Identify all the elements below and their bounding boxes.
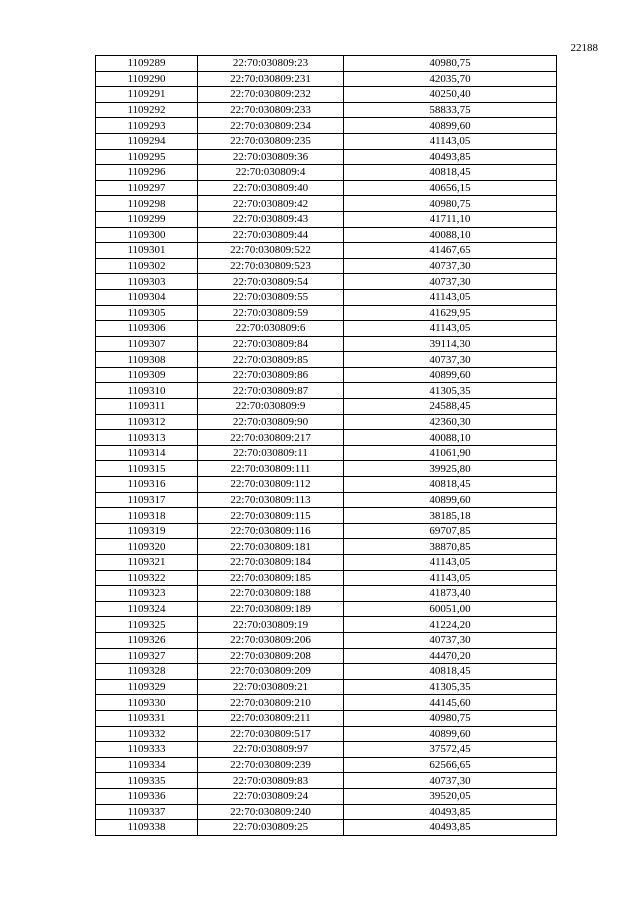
row-id-cell: 1109298 xyxy=(96,196,198,212)
value-cell: 40737,30 xyxy=(344,632,557,648)
value-cell: 62566,65 xyxy=(344,757,557,773)
cadastral-number-cell: 22:70:030809:233 xyxy=(198,102,344,118)
cadastral-number-cell: 22:70:030809:188 xyxy=(198,586,344,602)
value-cell: 40737,30 xyxy=(344,274,557,290)
row-id-cell: 1109295 xyxy=(96,149,198,165)
row-id-cell: 1109335 xyxy=(96,773,198,789)
row-id-cell: 1109315 xyxy=(96,461,198,477)
table-row xyxy=(96,289,557,305)
cadastral-number-cell: 22:70:030809:239 xyxy=(198,757,344,773)
cadastral-number-cell: 22:70:030809:4 xyxy=(198,165,344,181)
value-cell: 41467,65 xyxy=(344,243,557,259)
table-row xyxy=(96,492,557,508)
value-cell: 41143,05 xyxy=(344,555,557,571)
cadastral-number-cell: 22:70:030809:240 xyxy=(198,804,344,820)
table-row xyxy=(96,383,557,399)
value-cell: 44145,60 xyxy=(344,695,557,711)
cadastral-number-cell: 22:70:030809:11 xyxy=(198,445,344,461)
value-cell: 41305,35 xyxy=(344,383,557,399)
table-row xyxy=(96,102,557,118)
table-row xyxy=(96,804,557,820)
cadastral-number-cell: 22:70:030809:112 xyxy=(198,477,344,493)
cadastral-number-cell: 22:70:030809:24 xyxy=(198,788,344,804)
row-id-cell: 1109316 xyxy=(96,477,198,493)
row-id-cell: 1109329 xyxy=(96,679,198,695)
table-row xyxy=(96,788,557,804)
table-row xyxy=(96,352,557,368)
row-id-cell: 1109308 xyxy=(96,352,198,368)
value-cell: 38870,85 xyxy=(344,539,557,555)
table-row xyxy=(96,180,557,196)
table-row xyxy=(96,601,557,617)
row-id-cell: 1109293 xyxy=(96,118,198,134)
cadastral-number-cell: 22:70:030809:523 xyxy=(198,258,344,274)
cadastral-number-cell: 22:70:030809:85 xyxy=(198,352,344,368)
table-row xyxy=(96,414,557,430)
cadastral-number-cell: 22:70:030809:97 xyxy=(198,742,344,758)
table-row xyxy=(96,757,557,773)
value-cell: 41143,05 xyxy=(344,289,557,305)
table-row xyxy=(96,710,557,726)
cadastral-number-cell: 22:70:030809:84 xyxy=(198,336,344,352)
row-id-cell: 1109325 xyxy=(96,617,198,633)
value-cell: 40493,85 xyxy=(344,149,557,165)
cadastral-number-cell: 22:70:030809:19 xyxy=(198,617,344,633)
cadastral-number-cell: 22:70:030809:6 xyxy=(198,321,344,337)
table-row xyxy=(96,445,557,461)
value-cell: 40818,45 xyxy=(344,165,557,181)
table-row xyxy=(96,461,557,477)
table-row xyxy=(96,71,557,87)
row-id-cell: 1109303 xyxy=(96,274,198,290)
row-id-cell: 1109312 xyxy=(96,414,198,430)
row-id-cell: 1109299 xyxy=(96,211,198,227)
cadastral-number-cell: 22:70:030809:211 xyxy=(198,710,344,726)
row-id-cell: 1109313 xyxy=(96,430,198,446)
cadastral-number-cell: 22:70:030809:21 xyxy=(198,679,344,695)
row-id-cell: 1109311 xyxy=(96,399,198,415)
table-row xyxy=(96,539,557,555)
table-row xyxy=(96,648,557,664)
value-cell: 24588,45 xyxy=(344,399,557,415)
row-id-cell: 1109314 xyxy=(96,445,198,461)
cadastral-number-cell: 22:70:030809:217 xyxy=(198,430,344,446)
row-id-cell: 1109290 xyxy=(96,71,198,87)
row-id-cell: 1109324 xyxy=(96,601,198,617)
value-cell: 40899,60 xyxy=(344,492,557,508)
value-cell: 40899,60 xyxy=(344,118,557,134)
row-id-cell: 1109307 xyxy=(96,336,198,352)
cadastral-number-cell: 22:70:030809:55 xyxy=(198,289,344,305)
row-id-cell: 1109292 xyxy=(96,102,198,118)
table-row xyxy=(96,227,557,243)
row-id-cell: 1109330 xyxy=(96,695,198,711)
value-cell: 40737,30 xyxy=(344,773,557,789)
value-cell: 40980,75 xyxy=(344,56,557,72)
table-row xyxy=(96,523,557,539)
row-id-cell: 1109291 xyxy=(96,87,198,103)
value-cell: 41873,40 xyxy=(344,586,557,602)
row-id-cell: 1109318 xyxy=(96,508,198,524)
cadastral-number-cell: 22:70:030809:210 xyxy=(198,695,344,711)
row-id-cell: 1109306 xyxy=(96,321,198,337)
value-cell: 39925,80 xyxy=(344,461,557,477)
cadastral-number-cell: 22:70:030809:206 xyxy=(198,632,344,648)
table-row xyxy=(96,367,557,383)
cadastral-number-cell: 22:70:030809:208 xyxy=(198,648,344,664)
value-cell: 40493,85 xyxy=(344,820,557,836)
cadastral-number-cell: 22:70:030809:181 xyxy=(198,539,344,555)
row-id-cell: 1109302 xyxy=(96,258,198,274)
cadastral-number-cell: 22:70:030809:522 xyxy=(198,243,344,259)
value-cell: 40737,30 xyxy=(344,258,557,274)
table-row xyxy=(96,508,557,524)
cadastral-number-cell: 22:70:030809:234 xyxy=(198,118,344,134)
row-id-cell: 1109304 xyxy=(96,289,198,305)
cadastral-number-cell: 22:70:030809:86 xyxy=(198,367,344,383)
table-row xyxy=(96,586,557,602)
cadastral-number-cell: 22:70:030809:90 xyxy=(198,414,344,430)
table-row xyxy=(96,726,557,742)
row-id-cell: 1109332 xyxy=(96,726,198,742)
cadastral-number-cell: 22:70:030809:36 xyxy=(198,149,344,165)
row-id-cell: 1109338 xyxy=(96,820,198,836)
cadastral-number-cell: 22:70:030809:116 xyxy=(198,523,344,539)
table-row xyxy=(96,321,557,337)
row-id-cell: 1109333 xyxy=(96,742,198,758)
cadastral-number-cell: 22:70:030809:232 xyxy=(198,87,344,103)
cadastral-number-cell: 22:70:030809:115 xyxy=(198,508,344,524)
table-row xyxy=(96,430,557,446)
row-id-cell: 1109322 xyxy=(96,570,198,586)
value-cell: 40088,10 xyxy=(344,227,557,243)
cadastral-number-cell: 22:70:030809:40 xyxy=(198,180,344,196)
table-row xyxy=(96,679,557,695)
cadastral-number-cell: 22:70:030809:44 xyxy=(198,227,344,243)
table-body xyxy=(96,56,557,836)
row-id-cell: 1109301 xyxy=(96,243,198,259)
value-cell: 38185,18 xyxy=(344,508,557,524)
table-row xyxy=(96,399,557,415)
table-row xyxy=(96,477,557,493)
cadastral-number-cell: 22:70:030809:59 xyxy=(198,305,344,321)
value-cell: 41629,95 xyxy=(344,305,557,321)
table-row xyxy=(96,149,557,165)
table-row xyxy=(96,820,557,836)
cadastral-number-cell: 22:70:030809:54 xyxy=(198,274,344,290)
row-id-cell: 1109334 xyxy=(96,757,198,773)
row-id-cell: 1109326 xyxy=(96,632,198,648)
page-number: 22188 xyxy=(570,42,598,54)
table-row xyxy=(96,274,557,290)
value-cell: 40250,40 xyxy=(344,87,557,103)
value-cell: 41143,05 xyxy=(344,570,557,586)
value-cell: 40818,45 xyxy=(344,664,557,680)
row-id-cell: 1109336 xyxy=(96,788,198,804)
value-cell: 40088,10 xyxy=(344,430,557,446)
cadastral-number-cell: 22:70:030809:42 xyxy=(198,196,344,212)
value-cell: 42360,30 xyxy=(344,414,557,430)
cadastral-number-cell: 22:70:030809:209 xyxy=(198,664,344,680)
row-id-cell: 1109289 xyxy=(96,56,198,72)
cadastral-number-cell: 22:70:030809:87 xyxy=(198,383,344,399)
table-row xyxy=(96,87,557,103)
table-row xyxy=(96,196,557,212)
cadastral-number-cell: 22:70:030809:23 xyxy=(198,56,344,72)
cadastral-number-cell: 22:70:030809:113 xyxy=(198,492,344,508)
table-row xyxy=(96,336,557,352)
cadastral-number-cell: 22:70:030809:517 xyxy=(198,726,344,742)
value-cell: 44470,20 xyxy=(344,648,557,664)
table-row xyxy=(96,617,557,633)
value-cell: 69707,85 xyxy=(344,523,557,539)
table-row xyxy=(96,305,557,321)
value-cell: 40899,60 xyxy=(344,367,557,383)
row-id-cell: 1109309 xyxy=(96,367,198,383)
value-cell: 41143,05 xyxy=(344,133,557,149)
row-id-cell: 1109327 xyxy=(96,648,198,664)
value-cell: 41143,05 xyxy=(344,321,557,337)
value-cell: 39114,30 xyxy=(344,336,557,352)
value-cell: 40737,30 xyxy=(344,352,557,368)
cadastral-number-cell: 22:70:030809:231 xyxy=(198,71,344,87)
value-cell: 60051,00 xyxy=(344,601,557,617)
value-cell: 40656,15 xyxy=(344,180,557,196)
cadastral-number-cell: 22:70:030809:9 xyxy=(198,399,344,415)
table-row xyxy=(96,165,557,181)
table-row xyxy=(96,570,557,586)
table-row xyxy=(96,632,557,648)
table-row xyxy=(96,133,557,149)
value-cell: 40493,85 xyxy=(344,804,557,820)
table-row xyxy=(96,258,557,274)
row-id-cell: 1109320 xyxy=(96,539,198,555)
cadastral-number-cell: 22:70:030809:25 xyxy=(198,820,344,836)
value-cell: 41305,35 xyxy=(344,679,557,695)
row-id-cell: 1109319 xyxy=(96,523,198,539)
table-row xyxy=(96,695,557,711)
table-row xyxy=(96,555,557,571)
cadastral-number-cell: 22:70:030809:43 xyxy=(198,211,344,227)
table-row xyxy=(96,243,557,259)
row-id-cell: 1109331 xyxy=(96,710,198,726)
row-id-cell: 1109328 xyxy=(96,664,198,680)
value-cell: 40818,45 xyxy=(344,477,557,493)
table-row xyxy=(96,664,557,680)
table-row xyxy=(96,211,557,227)
table-row xyxy=(96,742,557,758)
data-table xyxy=(95,55,557,836)
row-id-cell: 1109323 xyxy=(96,586,198,602)
table-row xyxy=(96,773,557,789)
row-id-cell: 1109300 xyxy=(96,227,198,243)
value-cell: 37572,45 xyxy=(344,742,557,758)
value-cell: 41061,90 xyxy=(344,445,557,461)
row-id-cell: 1109310 xyxy=(96,383,198,399)
value-cell: 40980,75 xyxy=(344,710,557,726)
value-cell: 40980,75 xyxy=(344,196,557,212)
value-cell: 39520,05 xyxy=(344,788,557,804)
row-id-cell: 1109317 xyxy=(96,492,198,508)
value-cell: 41224,20 xyxy=(344,617,557,633)
cadastral-number-cell: 22:70:030809:184 xyxy=(198,555,344,571)
cadastral-number-cell: 22:70:030809:235 xyxy=(198,133,344,149)
row-id-cell: 1109321 xyxy=(96,555,198,571)
row-id-cell: 1109294 xyxy=(96,133,198,149)
value-cell: 40899,60 xyxy=(344,726,557,742)
value-cell: 58833,75 xyxy=(344,102,557,118)
cadastral-number-cell: 22:70:030809:111 xyxy=(198,461,344,477)
row-id-cell: 1109337 xyxy=(96,804,198,820)
table-row xyxy=(96,118,557,134)
table-row xyxy=(96,56,557,72)
cadastral-number-cell: 22:70:030809:185 xyxy=(198,570,344,586)
row-id-cell: 1109296 xyxy=(96,165,198,181)
row-id-cell: 1109305 xyxy=(96,305,198,321)
cadastral-number-cell: 22:70:030809:83 xyxy=(198,773,344,789)
row-id-cell: 1109297 xyxy=(96,180,198,196)
value-cell: 41711,10 xyxy=(344,211,557,227)
value-cell: 42035,70 xyxy=(344,71,557,87)
cadastral-number-cell: 22:70:030809:189 xyxy=(198,601,344,617)
